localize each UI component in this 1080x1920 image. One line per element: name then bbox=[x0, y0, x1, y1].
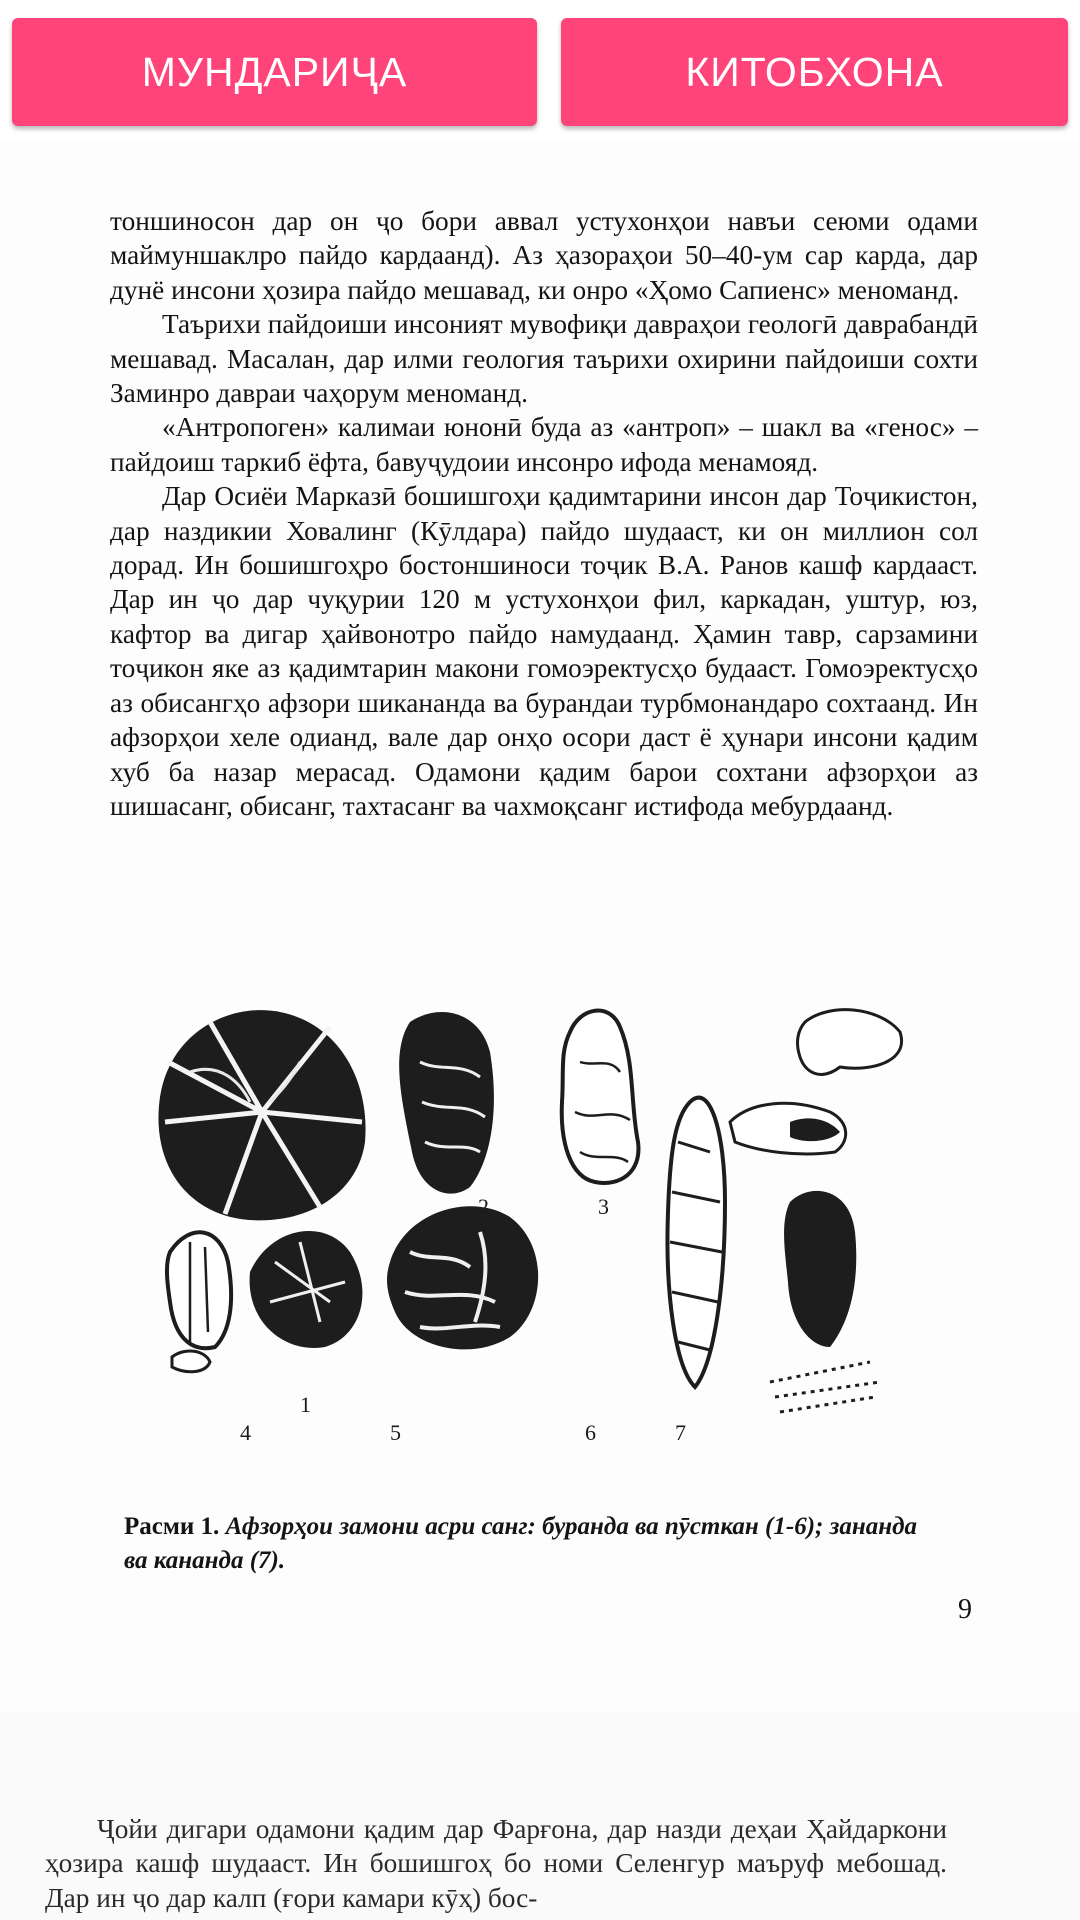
stone-tool-7 bbox=[667, 1098, 725, 1387]
paragraph-2: Таърихи пайдоиши инсоният мувофиқи давраҳои геологӣ даврабандӣ мешавад. Масалан, дар илми геология таърихи охирини пайдоиши сохти Заминро давраи чаҳорум меноманд. bbox=[110, 309, 978, 409]
figure-number-1: 1 bbox=[300, 1392, 311, 1417]
hand-illustration bbox=[730, 1010, 902, 1412]
figure-number-6: 6 bbox=[585, 1420, 596, 1445]
caption-text: Афзорҳои замони асри санг: буранда ва пӯсткан (1-6); зананда ва кананда (7). bbox=[124, 1513, 918, 1574]
page-number: 9 bbox=[958, 1594, 972, 1625]
paragraph-4: Дар Осиёи Марказӣ бошишгоҳи қадимтарини инсон дар Тоҷикистон, дар наздикии Ховалинг (Кӯлдара) пайдо шудааст, ки он миллион сол дорад. Ин бошишгоҳро бостоншиноси тоҷик В.А. Ранов кашф кардааст. Дар ин ҷо дар чуқурии 120 м устухонҳои фил, каркадан, уштур, юз, кафтор ва дигар ҳайвонотро пайдо намудаанд. Ҳамин тавр, сарзамини тоҷикон яке аз қадимтарин макони гомоэректусҳо будааст. Гомоэректусҳо аз обисангҳо афзори шикананда ва бурандаи турбмонандаро сохтаанд. Ин афзорҳои хеле одианд, вале дар онҳо осори даст ё ҳунари инсони қадим хуб ба назар мерасад. Одамони қадим барои сохтани афзорҳои аз шишасанг, обисанг, тахтасанг ва чахмоқсанг истифода мебурдаанд. bbox=[110, 481, 978, 821]
paragraph-1: Ҷойи дигари одамони қадим дар Фарғона, дар назди деҳаи Ҳайдаркони ҳозира кашф шудааст. Ин бошишгоҳ бо номи Селенгур маъруф мебошад. Дар ин ҷо дар калп (ғори камари кӯҳ) бос- bbox=[45, 1814, 947, 1913]
stone-tool-3 bbox=[562, 1011, 639, 1183]
book-page-9 bbox=[0, 142, 1080, 1712]
stone-tool-2 bbox=[399, 1012, 494, 1194]
library-button[interactable]: КИТОБХОНА bbox=[561, 18, 1068, 126]
page-text bbox=[45, 1812, 947, 1915]
stone-tools-figure bbox=[150, 1002, 930, 1472]
figure-number-5: 5 bbox=[390, 1420, 401, 1445]
figure-caption bbox=[124, 1510, 924, 1578]
page-text bbox=[110, 204, 978, 823]
paragraph-1: тоншиносон дар он ҷо бори аввал устухонҳои навъи сеюми одами маймуншаклро пайдо кардаанд). Аз ҳазораҳои 50–40-ум сар карда, дар дунё инсони ҳозира пайдо мешавад, ки онро «Ҳомо Сапиенс» меноманд. bbox=[110, 206, 978, 305]
caption-lead: Расми 1. bbox=[124, 1513, 220, 1540]
paragraph-3: «Антропоген» калимаи юнонӣ буда аз «антроп» – шакл ва «генос» – пайдоиш таркиб ёфта, бавуҷудоии инсонро ифода менамояд. bbox=[110, 412, 978, 477]
top-toolbar bbox=[0, 0, 1080, 142]
stone-tool-1 bbox=[158, 1010, 365, 1220]
figure-number-2: 2 bbox=[478, 1194, 489, 1219]
figure-number-4: 4 bbox=[240, 1420, 251, 1445]
stone-tool-6 bbox=[387, 1206, 538, 1349]
figure-number-7: 7 bbox=[675, 1420, 686, 1445]
stone-tool-4 bbox=[167, 1232, 231, 1371]
stone-tool-5 bbox=[250, 1231, 363, 1348]
book-page-10 bbox=[0, 1712, 1080, 1920]
contents-button[interactable]: МУНДАРИҶА bbox=[12, 18, 537, 126]
figure-number-3: 3 bbox=[598, 1194, 609, 1219]
